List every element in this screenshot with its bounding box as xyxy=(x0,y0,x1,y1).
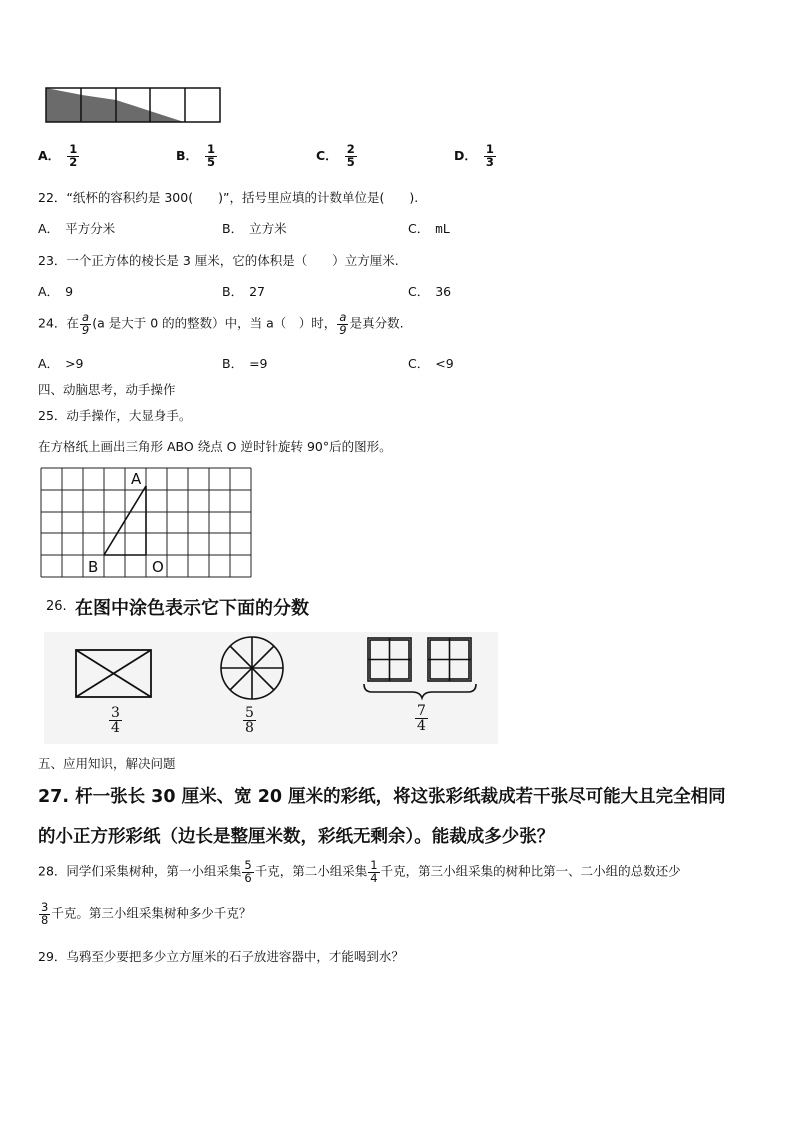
q23-option-b[interactable]: B． 27 xyxy=(222,284,265,299)
section-5-heading: 五、应用知识，解决问题 xyxy=(38,756,176,771)
q23-text: 23．一个正方体的棱长是 3 厘米，它的体积是（ ）立方厘米. xyxy=(38,253,399,268)
q25-grid-figure[interactable] xyxy=(40,467,256,579)
label-b: B xyxy=(88,558,99,576)
q28-text-line-2: $\frac{3}{8}$ 千克。第三小组采集树种多少千克？ xyxy=(41,900,252,927)
fraction-1-4: $\frac{1}{4}$ xyxy=(370,858,378,885)
fraction-a-over-9: $\frac{a}{9}$ xyxy=(81,310,90,337)
fraction-3-8: $\frac{3}{8}$ xyxy=(41,900,49,927)
two-squares-quarters xyxy=(364,638,476,698)
fraction-a-over-9: $\frac{a}{9}$ xyxy=(339,310,347,337)
q21-option-b[interactable]: B． $\frac{1}{5}$ xyxy=(176,142,216,169)
q22-text: 22．“纸杯的容积约是 300( )”，括号里应填的计数单位是( ). xyxy=(38,190,419,205)
q21-strip-figure xyxy=(44,86,224,126)
q23-option-a[interactable]: A． 9 xyxy=(38,284,74,299)
circle-eighths xyxy=(221,637,283,699)
q24-option-a[interactable]: A． >9 xyxy=(38,356,84,371)
fraction: $\frac{1}{2}$ xyxy=(69,142,78,169)
fraction: $\frac{1}{3}$ xyxy=(485,142,494,169)
q22-option-b[interactable]: B． 立方米 xyxy=(222,221,287,236)
q29-text: 29．乌鸦至少要把多少立方厘米的石子放进容器中，才能喝到水？ xyxy=(38,949,404,964)
q27-line-2: 的小正方形彩纸（边长是整厘米数，彩纸无剩余）。能裁成多少张？ xyxy=(38,827,555,847)
q25-instruction: 在方格纸上画出三角形 ABO 绕点 O 逆时针旋转 90°后的图形。 xyxy=(38,439,392,454)
q24-option-c[interactable]: C． <9 xyxy=(408,356,454,371)
q25-title: 25．动手操作，大显身手。 xyxy=(38,408,192,423)
q23-option-c[interactable]: C． 36 xyxy=(408,284,452,299)
label-a: A xyxy=(131,470,142,488)
fraction: $\frac{1}{5}$ xyxy=(207,142,216,169)
fraction-5-6: $\frac{5}{6}$ xyxy=(244,858,252,885)
q22-option-a[interactable]: A． 平方分米 xyxy=(38,221,116,236)
brace xyxy=(364,684,476,698)
q26-title: 在图中涂色表示它下面的分数 xyxy=(75,598,309,619)
q22-option-c[interactable]: C． mL xyxy=(408,221,451,236)
q26-number: 26. xyxy=(46,599,67,614)
q27-line-1: 27. 杆一张长 30 厘米、宽 20 厘米的彩纸，将这张彩纸裁成若干张尽可能大且完全相同 xyxy=(38,787,726,807)
q28-text-line-1: 28．同学们采集树种，第一小组采集 $\frac{5}{6}$ 千克，第二小组采集 $\frac{1}{4}$ 千克，第三小组采集的树种比第一、二小组的总数还少 xyxy=(38,858,681,885)
label-o: O xyxy=(152,558,164,576)
q21-option-a[interactable]: A． $\frac{1}{2}$ xyxy=(38,142,78,169)
q21-option-d[interactable]: D． $\frac{1}{3}$ xyxy=(454,142,494,169)
q21-option-c[interactable]: C． $\frac{2}{5}$ xyxy=(316,142,355,169)
q26-figure-panel xyxy=(44,632,498,744)
fraction: $\frac{2}{5}$ xyxy=(346,142,355,169)
section-4-heading: 四、动脑思考，动手操作 xyxy=(38,382,176,397)
q24-option-b[interactable]: B． =9 xyxy=(222,356,268,371)
q26-fraction-3: $\frac{7}{4}$ xyxy=(417,703,426,734)
q24-text: 24．在 $\frac{a}{9}$ (a 是大于 0 的的整数）中，当 a（ ）时， $\frac{a}{9}$ 是真分数. xyxy=(38,310,404,337)
q26-fraction-2: $\frac{5}{8}$ xyxy=(245,705,254,736)
q26-fraction-1: $\frac{3}{4}$ xyxy=(111,705,120,736)
rectangle-quarters xyxy=(76,650,151,697)
